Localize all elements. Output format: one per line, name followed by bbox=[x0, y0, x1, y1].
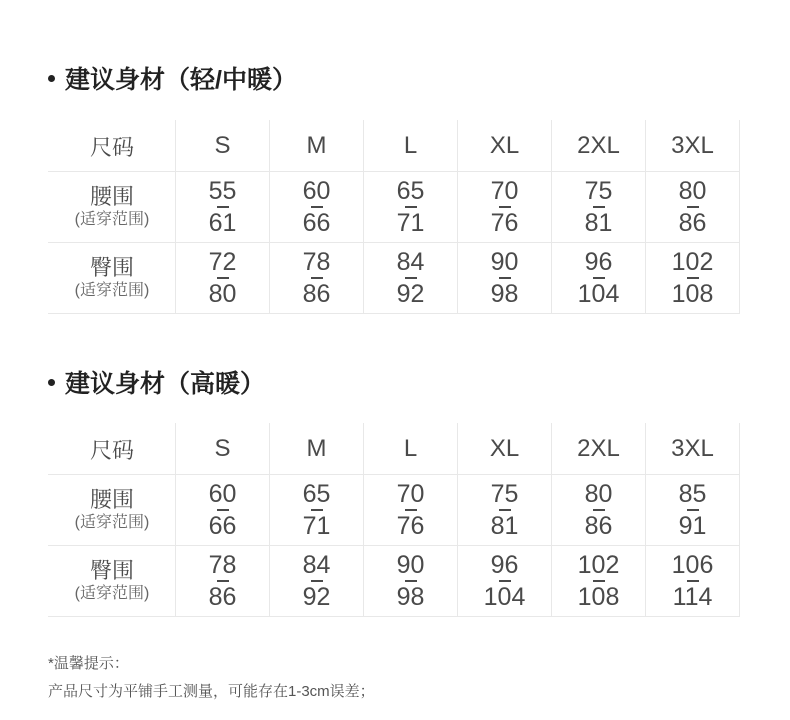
table-header-row bbox=[49, 424, 740, 475]
range-min: 78 bbox=[302, 248, 331, 276]
range-min: 75 bbox=[490, 480, 519, 508]
range-separator bbox=[687, 277, 699, 279]
range-cell bbox=[176, 546, 270, 617]
range-cell bbox=[364, 243, 458, 314]
range-min: 65 bbox=[396, 177, 425, 205]
header-label: 尺码 bbox=[49, 121, 176, 172]
size-header: 2XL bbox=[552, 121, 646, 172]
range-max: 66 bbox=[302, 209, 331, 237]
range-min: 75 bbox=[584, 177, 613, 205]
range-max: 114 bbox=[672, 583, 713, 611]
row-label bbox=[49, 546, 176, 617]
range-min: 96 bbox=[490, 551, 519, 579]
range-separator bbox=[311, 277, 323, 279]
range-separator bbox=[593, 206, 605, 208]
range-separator bbox=[405, 509, 417, 511]
range-separator bbox=[687, 580, 699, 582]
range-max: 98 bbox=[396, 583, 425, 611]
range-separator bbox=[217, 206, 229, 208]
range-separator bbox=[499, 509, 511, 511]
range-separator bbox=[405, 277, 417, 279]
range-max: 86 bbox=[678, 209, 707, 237]
size-header: S bbox=[176, 424, 270, 475]
range-cell bbox=[552, 243, 646, 314]
table-row-waist bbox=[49, 475, 740, 546]
range-cell bbox=[364, 475, 458, 546]
size-header: L bbox=[364, 121, 458, 172]
size-header: XL bbox=[458, 121, 552, 172]
range-min: 80 bbox=[678, 177, 707, 205]
range-max: 92 bbox=[396, 280, 425, 308]
section-title-light-medium bbox=[48, 60, 297, 96]
row-label-main: 臀围 bbox=[89, 255, 134, 280]
range-min: 70 bbox=[396, 480, 425, 508]
range-cell bbox=[646, 172, 740, 243]
size-header: XL bbox=[458, 424, 552, 475]
size-header: 3XL bbox=[646, 424, 740, 475]
range-min: 60 bbox=[302, 177, 331, 205]
range-cell bbox=[552, 172, 646, 243]
range-min: 84 bbox=[396, 248, 425, 276]
range-cell bbox=[458, 546, 552, 617]
range-separator bbox=[311, 580, 323, 582]
bullet-icon bbox=[48, 379, 55, 386]
size-header: M bbox=[270, 424, 364, 475]
range-separator bbox=[687, 206, 699, 208]
range-cell bbox=[270, 546, 364, 617]
range-max: 61 bbox=[208, 209, 237, 237]
range-min: 60 bbox=[208, 480, 237, 508]
row-label-sub: (适穿范围) bbox=[74, 514, 150, 531]
range-max: 108 bbox=[577, 583, 620, 611]
size-header: S bbox=[176, 121, 270, 172]
range-min: 90 bbox=[396, 551, 425, 579]
range-max: 92 bbox=[302, 583, 331, 611]
range-separator bbox=[499, 580, 511, 582]
range-separator bbox=[593, 277, 605, 279]
range-cell bbox=[270, 475, 364, 546]
range-min: 80 bbox=[584, 480, 613, 508]
range-min: 78 bbox=[208, 551, 237, 579]
range-max: 81 bbox=[584, 209, 613, 237]
tip-heading: *温馨提示： bbox=[48, 655, 129, 672]
range-cell bbox=[646, 546, 740, 617]
range-cell bbox=[364, 172, 458, 243]
range-max: 76 bbox=[396, 512, 425, 540]
range-cell bbox=[646, 243, 740, 314]
range-max: 91 bbox=[678, 512, 707, 540]
row-label-main: 腰围 bbox=[89, 487, 134, 512]
range-separator bbox=[217, 509, 229, 511]
section-title-high-warmth bbox=[48, 364, 265, 400]
table-header-row bbox=[49, 121, 740, 172]
range-max: 104 bbox=[577, 280, 620, 308]
size-header: 3XL bbox=[646, 121, 740, 172]
range-separator bbox=[217, 277, 229, 279]
row-label-main: 臀围 bbox=[89, 558, 134, 583]
range-min: 84 bbox=[302, 551, 331, 579]
range-cell bbox=[176, 172, 270, 243]
range-min: 70 bbox=[490, 177, 519, 205]
range-max: 81 bbox=[490, 512, 519, 540]
range-cell bbox=[364, 546, 458, 617]
range-cell bbox=[176, 243, 270, 314]
range-min: 65 bbox=[302, 480, 331, 508]
range-cell bbox=[646, 475, 740, 546]
range-max: 104 bbox=[483, 583, 526, 611]
row-label-sub: (适穿范围) bbox=[74, 282, 150, 299]
row-label-main: 腰围 bbox=[89, 184, 134, 209]
table-row-waist bbox=[49, 172, 740, 243]
range-min: 106 bbox=[671, 551, 714, 579]
range-min: 72 bbox=[208, 248, 237, 276]
size-header: L bbox=[364, 424, 458, 475]
section-title-text: 建议身材（轻/中暖） bbox=[65, 66, 297, 94]
range-cell bbox=[458, 172, 552, 243]
table-row-hip bbox=[49, 546, 740, 617]
range-cell bbox=[176, 475, 270, 546]
tip-text: 产品尺寸为平铺手工测量，可能存在1-3cm误差； bbox=[48, 683, 375, 700]
range-max: 86 bbox=[208, 583, 237, 611]
row-label bbox=[49, 243, 176, 314]
range-cell bbox=[270, 243, 364, 314]
range-max: 76 bbox=[490, 209, 519, 237]
row-label-sub: (适穿范围) bbox=[74, 585, 150, 602]
range-min: 102 bbox=[577, 551, 620, 579]
range-cell bbox=[552, 546, 646, 617]
range-min: 90 bbox=[490, 248, 519, 276]
range-max: 108 bbox=[671, 280, 714, 308]
size-header: M bbox=[270, 121, 364, 172]
table-row-hip bbox=[49, 243, 740, 314]
range-separator bbox=[311, 509, 323, 511]
range-max: 98 bbox=[490, 280, 519, 308]
row-label bbox=[49, 475, 176, 546]
row-label bbox=[49, 172, 176, 243]
range-separator bbox=[405, 580, 417, 582]
range-separator bbox=[499, 206, 511, 208]
range-max: 66 bbox=[208, 512, 237, 540]
range-separator bbox=[593, 509, 605, 511]
range-max: 86 bbox=[302, 280, 331, 308]
row-label-sub: (适穿范围) bbox=[74, 211, 150, 228]
range-separator bbox=[593, 580, 605, 582]
size-table-high-warmth bbox=[48, 423, 740, 617]
range-max: 86 bbox=[584, 512, 613, 540]
range-cell bbox=[458, 243, 552, 314]
range-cell bbox=[270, 172, 364, 243]
range-separator bbox=[217, 580, 229, 582]
range-min: 85 bbox=[678, 480, 707, 508]
range-separator bbox=[311, 206, 323, 208]
header-label: 尺码 bbox=[49, 424, 176, 475]
range-cell bbox=[458, 475, 552, 546]
range-separator bbox=[405, 206, 417, 208]
range-max: 71 bbox=[396, 209, 425, 237]
range-separator bbox=[499, 277, 511, 279]
size-header: 2XL bbox=[552, 424, 646, 475]
range-min: 96 bbox=[584, 248, 613, 276]
size-table-light-medium bbox=[48, 120, 740, 314]
range-separator bbox=[687, 509, 699, 511]
bullet-icon bbox=[48, 75, 55, 82]
range-cell bbox=[552, 475, 646, 546]
range-min: 102 bbox=[671, 248, 714, 276]
range-min: 55 bbox=[208, 177, 237, 205]
section-title-text: 建议身材（高暖） bbox=[65, 370, 266, 398]
range-max: 71 bbox=[302, 512, 331, 540]
range-max: 80 bbox=[208, 280, 237, 308]
